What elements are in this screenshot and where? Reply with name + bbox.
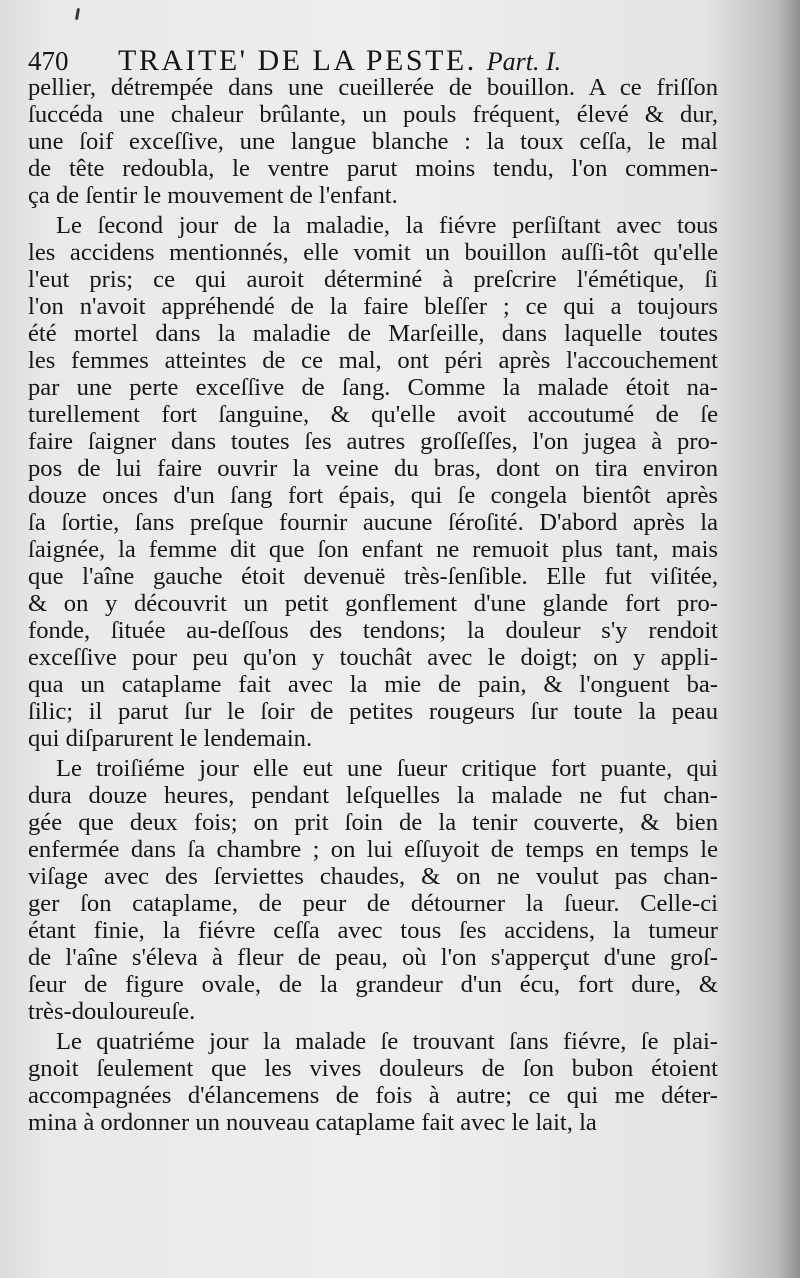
text-line: étant finie, la fiévre ceſſa avec tous ſes accidens, la tumeur bbox=[28, 917, 718, 944]
text-line: les femmes atteintes de ce mal, ont péri après l'accouchement bbox=[28, 347, 718, 374]
text-line: ſa ſortie, ſans preſque fournir aucune ſéroſité. D'abord après la bbox=[28, 509, 718, 536]
paragraph bbox=[28, 74, 718, 209]
paragraph bbox=[28, 755, 718, 1025]
text-line: été mortel dans la maladie de Marſeille, dans laquelle toutes bbox=[28, 320, 718, 347]
text-line: mina à ordonner un nouveau cataplame fait avec le lait, la bbox=[28, 1109, 597, 1136]
running-title bbox=[118, 44, 561, 78]
paragraph bbox=[28, 1028, 718, 1136]
text-line: fonde, ſituée au-deſſous des tendons; la douleur s'y rendoit bbox=[28, 617, 718, 644]
text-line: par une perte exceſſive de ſang. Comme la malade étoit na- bbox=[28, 374, 718, 401]
ink-speck bbox=[75, 8, 80, 20]
text-line: les accidens mentionnés, elle vomit un bouillon auſſi-tôt qu'elle bbox=[28, 239, 718, 266]
text-line: ſaignée, la femme dit que ſon enfant ne remuoit plus tant, mais bbox=[28, 536, 718, 563]
text-line: faire ſaigner dans toutes ſes autres groſſeſſes, l'on jugea à pro- bbox=[28, 428, 718, 455]
text-line: enfermée dans ſa chambre ; on lui eſſuyoit de temps en temps le bbox=[28, 836, 718, 863]
running-title-part: Part. I. bbox=[486, 47, 562, 76]
text-line: ſeur de figure ovale, de la grandeur d'un écu, fort dure, & bbox=[28, 971, 718, 998]
text-line: gée que deux fois; on prit ſoin de la tenir couverte, & bien bbox=[28, 809, 718, 836]
text-line: exceſſive pour peu qu'on y touchât avec le doigt; on y appli- bbox=[28, 644, 718, 671]
text-line: turellement fort ſanguine, & qu'elle avoit accoutumé de ſe bbox=[28, 401, 718, 428]
text-line: une ſoif exceſſive, une langue blanche : la toux ceſſa, le mal bbox=[28, 128, 718, 155]
text-line: accompagnées d'élancemens de fois à autre; ce qui me déter- bbox=[28, 1082, 718, 1109]
text-line: dura douze heures, pendant leſquelles la malade ne fut chan- bbox=[28, 782, 718, 809]
text-line: viſage avec des ſerviettes chaudes, & on ne voulut pas chan- bbox=[28, 863, 718, 890]
text-line: ſilic; il parut ſur le ſoir de petites rougeurs ſur toute la peau bbox=[28, 698, 718, 725]
text-line: gnoit ſeulement que les vives douleurs de ſon bubon étoient bbox=[28, 1055, 718, 1082]
text-line: ſuccéda une chaleur brûlante, un pouls fréquent, élevé & dur, bbox=[28, 101, 718, 128]
text-line: Le ſecond jour de la maladie, la fiévre perſiſtant avec tous bbox=[56, 212, 718, 239]
page-number: 470 bbox=[28, 46, 69, 76]
text-line: ger ſon cataplame, de peur de détourner la ſueur. Celle-ci bbox=[28, 890, 718, 917]
text-line: Le quatriéme jour la malade ſe trouvant ſans fiévre, ſe plai- bbox=[56, 1028, 718, 1055]
text-line: pos de lui faire ouvrir la veine du bras, dont on tira environ bbox=[28, 455, 718, 482]
text-line: ça de ſentir le mouvement de l'enfant. bbox=[28, 182, 398, 209]
paragraph bbox=[28, 212, 718, 752]
running-title-text: TRAITE' DE LA PESTE. bbox=[118, 44, 477, 77]
text-line: l'on n'avoit appréhendé de la faire bleſſer ; ce qui a toujours bbox=[28, 293, 718, 320]
text-line: douze onces d'un ſang fort épais, qui ſe congela bientôt après bbox=[28, 482, 718, 509]
text-line: qua un cataplame fait avec la mie de pain, & l'onguent ba- bbox=[28, 671, 718, 698]
text-line: très-douloureuſe. bbox=[28, 998, 196, 1025]
text-line: que l'aîne gauche étoit devenuë très-ſenſible. Elle fut viſitée, bbox=[28, 563, 718, 590]
text-line: & on y découvrit un petit gonflement d'une glande fort pro- bbox=[28, 590, 718, 617]
text-line: qui diſparurent le lendemain. bbox=[28, 725, 313, 752]
body-text bbox=[28, 74, 718, 1139]
text-line: pellier, détrempée dans une cueillerée de bouillon. A ce friſſon bbox=[28, 74, 718, 101]
text-line: de l'aîne s'éleva à fleur de peau, où l'on s'apperçut d'une groſ- bbox=[28, 944, 718, 971]
text-line: de tête redoubla, le ventre parut moins tendu, l'on commen- bbox=[28, 155, 718, 182]
text-line: l'eut pris; ce qui auroit déterminé à preſcrire l'émétique, ſi bbox=[28, 266, 718, 293]
text-line: Le troiſiéme jour elle eut une ſueur critique fort puante, qui bbox=[56, 755, 718, 782]
